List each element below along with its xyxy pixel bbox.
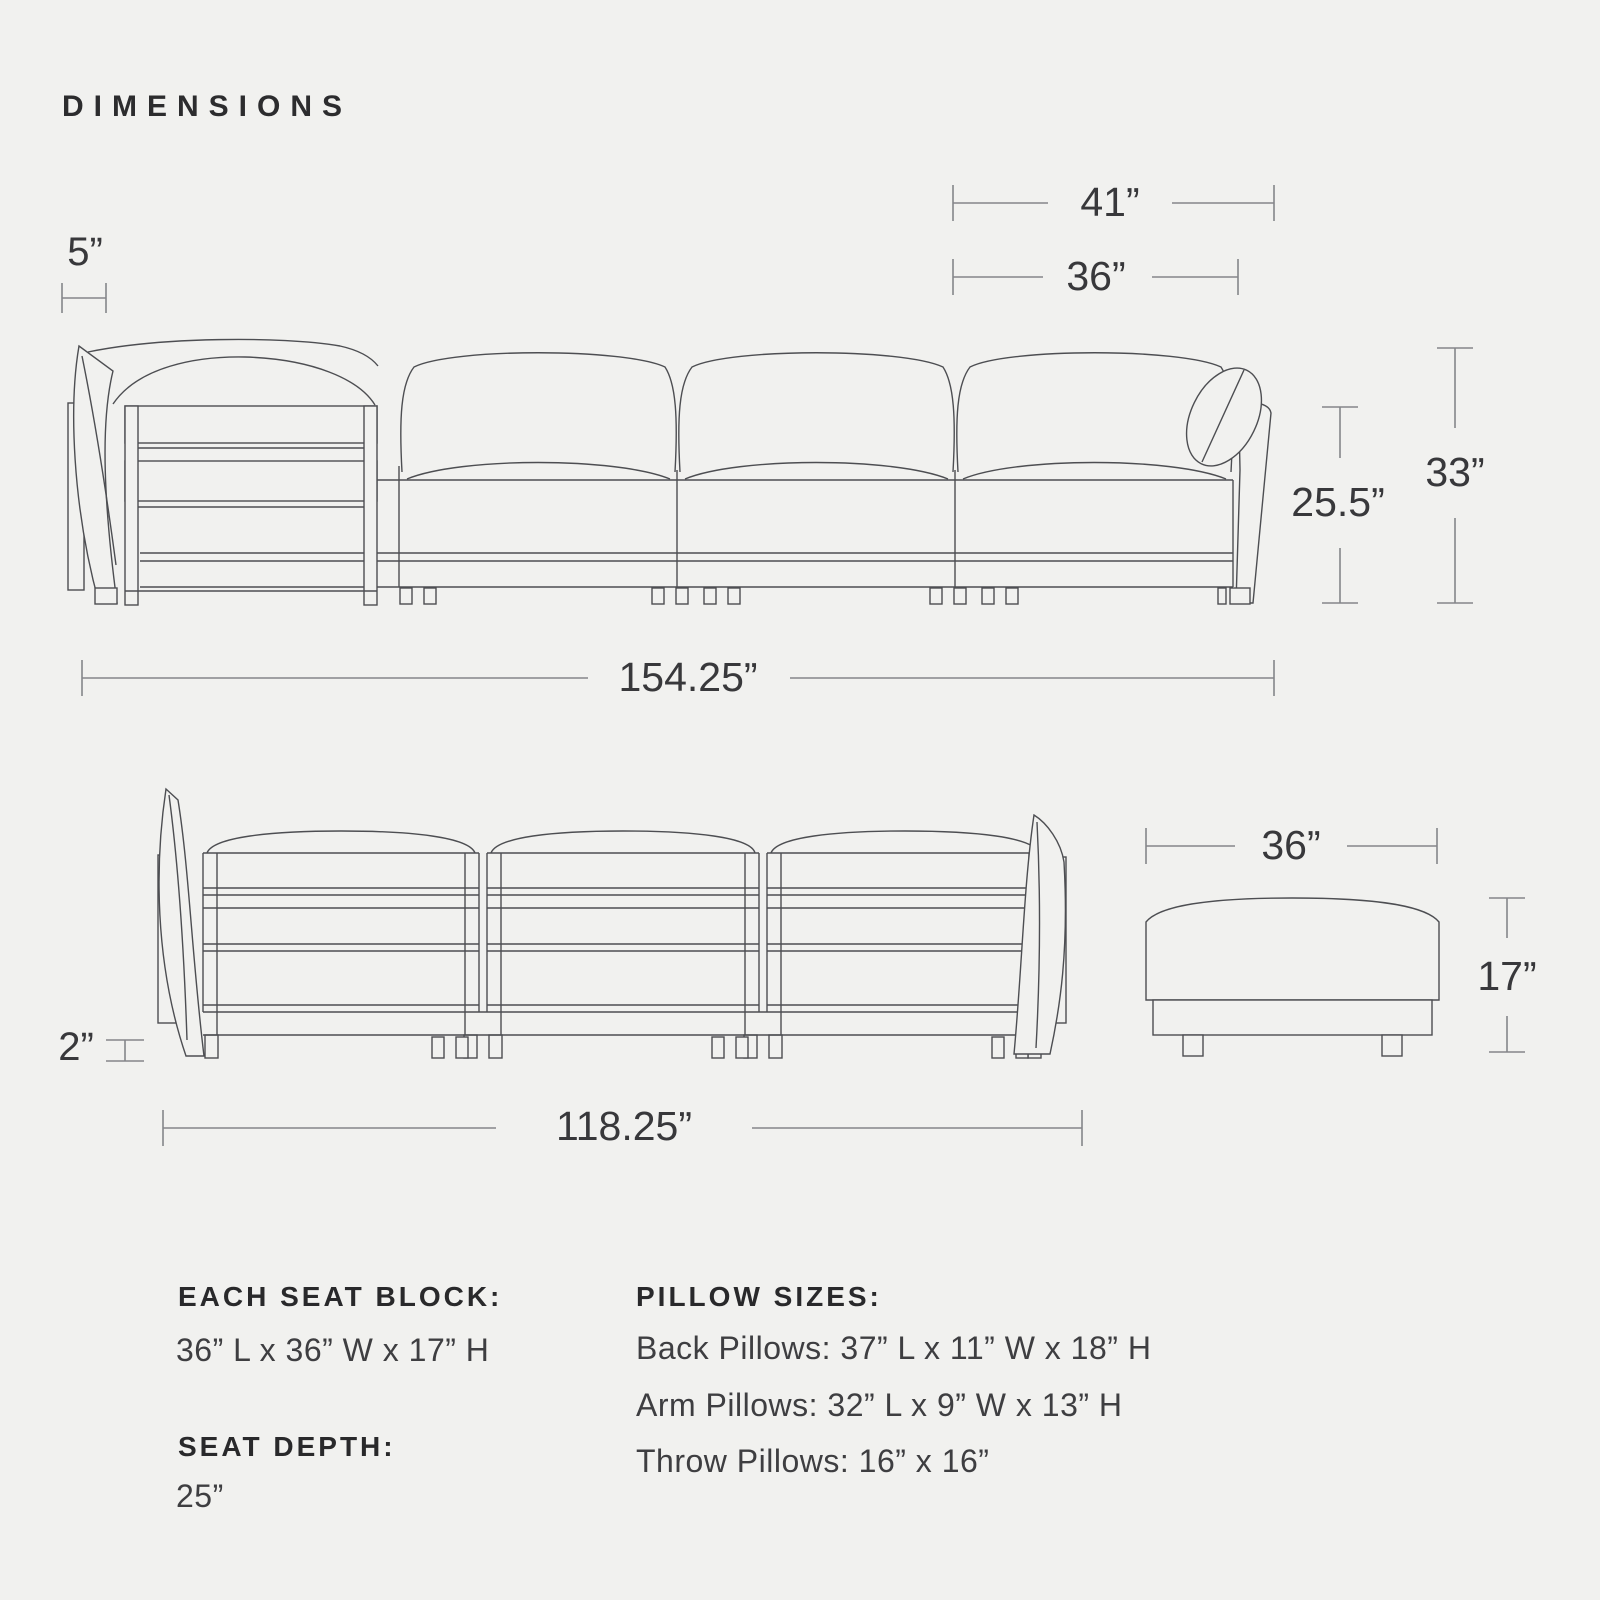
dim-seat-back-height-label: 25.5” (1291, 479, 1385, 525)
dim-arm-module-width (953, 179, 1274, 225)
seat-depth-value: 25” (176, 1478, 224, 1514)
pillow-throw-row: Throw Pillows: 16” x 16” (636, 1443, 990, 1479)
pillow-back-row: Back Pillows: 37” L x 11” W x 18” H (636, 1330, 1152, 1366)
dim-total-width (82, 654, 1274, 700)
sofa-front-elevation (68, 339, 1276, 605)
module-frame-3 (767, 853, 1043, 1058)
corner-module-back (68, 339, 378, 605)
page-title: DIMENSIONS (62, 90, 353, 123)
module-frame-1 (203, 853, 479, 1058)
back-feet (432, 1037, 1028, 1058)
module-frame-2 (487, 853, 759, 1058)
pillow-sizes-heading: PILLOW SIZES: (636, 1281, 882, 1312)
dim-leg-height (58, 1025, 144, 1069)
dim-back-total-width (163, 1103, 1082, 1149)
dim-total-height-label: 33” (1425, 449, 1485, 495)
dim-ottoman-width (1146, 822, 1437, 868)
dim-arm-module-width-label: 41” (1080, 179, 1140, 225)
sofa-back-elevation (158, 789, 1066, 1058)
dim-total-height (1425, 348, 1484, 603)
dim-seat-module-width (953, 253, 1238, 299)
dim-ottoman-width-label: 36” (1261, 822, 1321, 868)
pillow-arm-row: Arm Pillows: 32” L x 9” W x 13” H (636, 1387, 1123, 1423)
dim-seat-back-height (1291, 407, 1384, 603)
dim-seat-module-width-label: 36” (1066, 253, 1126, 299)
ottoman-elevation (1146, 898, 1439, 1056)
seat-block-heading: EACH SEAT BLOCK: (178, 1281, 503, 1312)
seat-depth-heading: SEAT DEPTH: (178, 1431, 396, 1462)
seat-block-value: 36” L x 36” W x 17” H (176, 1332, 490, 1368)
dim-arm-width (62, 230, 106, 313)
dim-ottoman-height-label: 17” (1477, 953, 1537, 999)
dim-total-width-label: 154.25” (618, 654, 758, 700)
dim-ottoman-height (1477, 898, 1536, 1052)
dim-leg-height-label: 2” (58, 1025, 94, 1069)
dim-back-total-width-label: 118.25” (555, 1103, 693, 1149)
dim-arm-width-label: 5” (67, 230, 103, 274)
